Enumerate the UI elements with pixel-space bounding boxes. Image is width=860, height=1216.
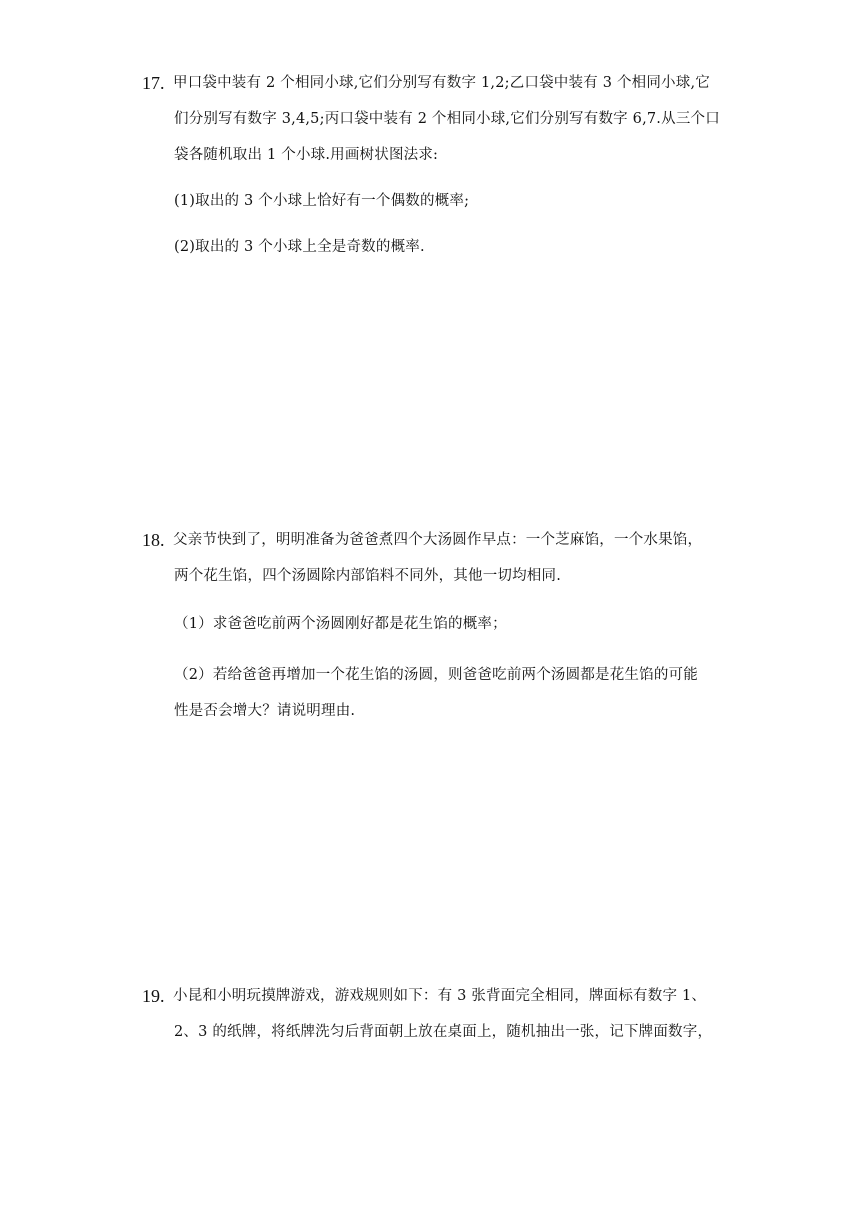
problem-text-line: 父亲节快到了，明明准备为爸爸煮四个大汤圆作早点：一个芝麻馅，一个水果馅，: [173, 532, 703, 548]
problem-text-line: 2、3 的纸牌，将纸牌洗匀后背面朝上放在桌面上，随机抽出一张，记下牌面数字，: [174, 1024, 713, 1040]
problem-text-line: 袋各随机取出 1 个小球.用画树状图法求:: [174, 147, 439, 163]
problem-number: 19.: [142, 986, 165, 1006]
problem-number: 17.: [142, 73, 165, 93]
problem-number: 18.: [142, 530, 165, 550]
problem-text-line: 性是否会增大？请说明理由.: [174, 703, 356, 719]
problem-text-line: 甲口袋中装有 2 个相同小球,它们分别写有数字 1,2;乙口袋中装有 3 个相同小球,它: [173, 75, 710, 91]
sub-question: (2)取出的 3 个小球上全是奇数的概率.: [174, 239, 425, 255]
sub-question: （1）求爸爸吃前两个汤圆刚好都是花生馅的概率；: [174, 616, 507, 632]
problem-text-line: 小昆和小明玩摸牌游戏，游戏规则如下：有 3 张背面完全相同，牌面标有数字 1、: [173, 988, 707, 1004]
sub-question: (1)取出的 3 个小球上恰好有一个偶数的概率;: [174, 193, 470, 209]
sub-question: （2）若给爸爸再增加一个花生馅的汤圆，则爸爸吃前两个汤圆都是花生馅的可能: [174, 667, 698, 683]
problem-text-line: 们分别写有数字 3,4,5;丙口袋中装有 2 个相同小球,它们分别写有数字 6,7.从三个口: [174, 111, 720, 127]
problem-text-line: 两个花生馅，四个汤圆除内部馅料不同外，其他一切均相同.: [174, 568, 562, 584]
